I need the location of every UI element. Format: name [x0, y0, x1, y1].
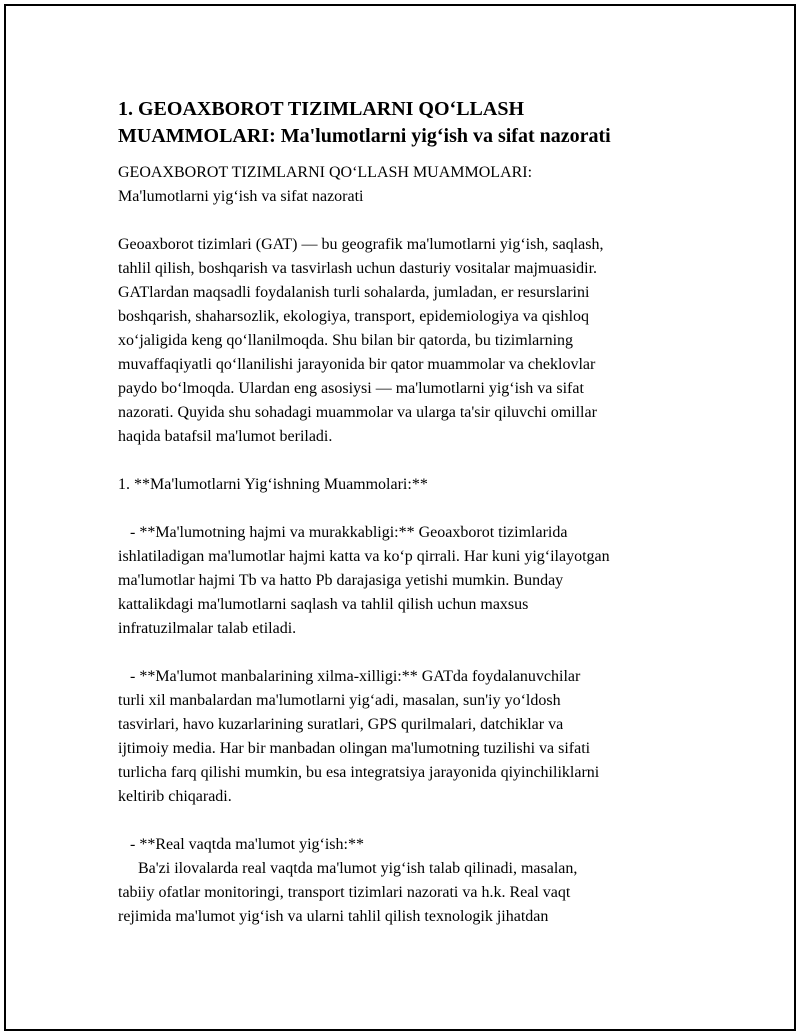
- subtitle-line-2: Ma'lumotlarni yig‘ish va sifat nazorati: [118, 188, 364, 205]
- text-line: haqida batafsil ma'lumot beriladi.: [118, 428, 333, 445]
- text-line: ma'lumotlar hajmi Tb va hatto Pb darajasiga yetishi mumkin. Bunday: [118, 572, 564, 589]
- subtitle: [118, 161, 718, 209]
- text-line: turlicha farq qilishi mumkin, bu esa integratsiya jarayonida qiyinchiliklarni: [118, 764, 600, 781]
- text-line: rejimida ma'lumot yig‘ish va ularni tahlil qilish texnologik jihatdan: [118, 908, 549, 925]
- text-line: ishlatiladigan ma'lumotlar hajmi katta va ko‘p qirrali. Har kuni yig‘ilayotgan: [118, 548, 610, 565]
- text-line: - **Ma'lumot manbalarining xilma-xilligi:** GATda foydalanuvchilar: [118, 668, 581, 685]
- text-line: - **Real vaqtda ma'lumot yig‘ish:**: [118, 836, 364, 853]
- text-line: paydo bo‘lmoqda. Ulardan eng asosiysi — ma'lumotlarni yig‘ish va sifat: [118, 380, 584, 397]
- text-line: tasvirlari, havo kuzarlarining suratlari, GPS qurilmalari, datchiklar va: [118, 716, 564, 733]
- document-body: [118, 96, 718, 929]
- intro-paragraph: [118, 233, 718, 449]
- heading-line-2: MUAMMOLARI: Ma'lumotlarni yig‘ish va sifat nazorati: [118, 125, 611, 147]
- text-line: muvaffaqiyatli qo‘llanilishi jarayonida bir qator muammolar va cheklovlar: [118, 356, 596, 373]
- text-line: Ba'zi ilovalarda real vaqtda ma'lumot yig‘ish talab qilinadi, masalan,: [118, 860, 578, 877]
- text-line: keltirib chiqaradi.: [118, 788, 232, 805]
- text-line: ijtimoiy media. Har bir manbadan olingan ma'lumotning tuzilishi va sifati: [118, 740, 591, 757]
- section-heading: 1. **Ma'lumotlarni Yig‘ishning Muammolari:**: [118, 476, 428, 493]
- text-line: kattalikdagi ma'lumotlarni saqlash va tahlil qilish uchun maxsus: [118, 596, 529, 613]
- text-line: turli xil manbalardan ma'lumotlarni yig‘adi, masalan, sun'iy yo‘ldosh: [118, 692, 561, 709]
- text-line: nazorati. Quyida shu sohadagi muammolar va ularga ta'sir qiluvchi omillar: [118, 404, 597, 421]
- bullet-data-sources: [118, 665, 718, 809]
- text-line: - **Ma'lumotning hajmi va murakkabligi:** Geoaxborot tizimlarida: [118, 524, 568, 541]
- text-line: infratuzilmalar talab etiladi.: [118, 620, 297, 637]
- text-line: boshqarish, shaharsozlik, ekologiya, transport, epidemiologiya va qishloq: [118, 308, 590, 325]
- subtitle-line-1: GEOAXBOROT TIZIMLARNI QO‘LLASH MUAMMOLARI:: [118, 164, 533, 181]
- bullet-data-volume: [118, 521, 718, 641]
- document-heading: [118, 96, 718, 150]
- text-line: Geoaxborot tizimlari (GAT) — bu geografik ma'lumotlarni yig‘ish, saqlash,: [118, 236, 604, 253]
- text-line: GATlardan maqsadli foydalanish turli sohalarda, jumladan, er resurslarini: [118, 284, 590, 301]
- text-line: tahlil qilish, boshqarish va tasvirlash uchun dasturiy vositalar majmuasidir.: [118, 260, 598, 277]
- text-line: tabiiy ofatlar monitoringi, transport tizimlari nazorati va h.k. Real vaqt: [118, 884, 571, 901]
- heading-line-1: 1. GEOAXBOROT TIZIMLARNI QO‘LLASH: [118, 98, 525, 120]
- text-line: xo‘jaligida keng qo‘llanilmoqda. Shu bilan bir qatorda, bu tizimlarning: [118, 332, 574, 349]
- bullet-real-time: [118, 833, 718, 929]
